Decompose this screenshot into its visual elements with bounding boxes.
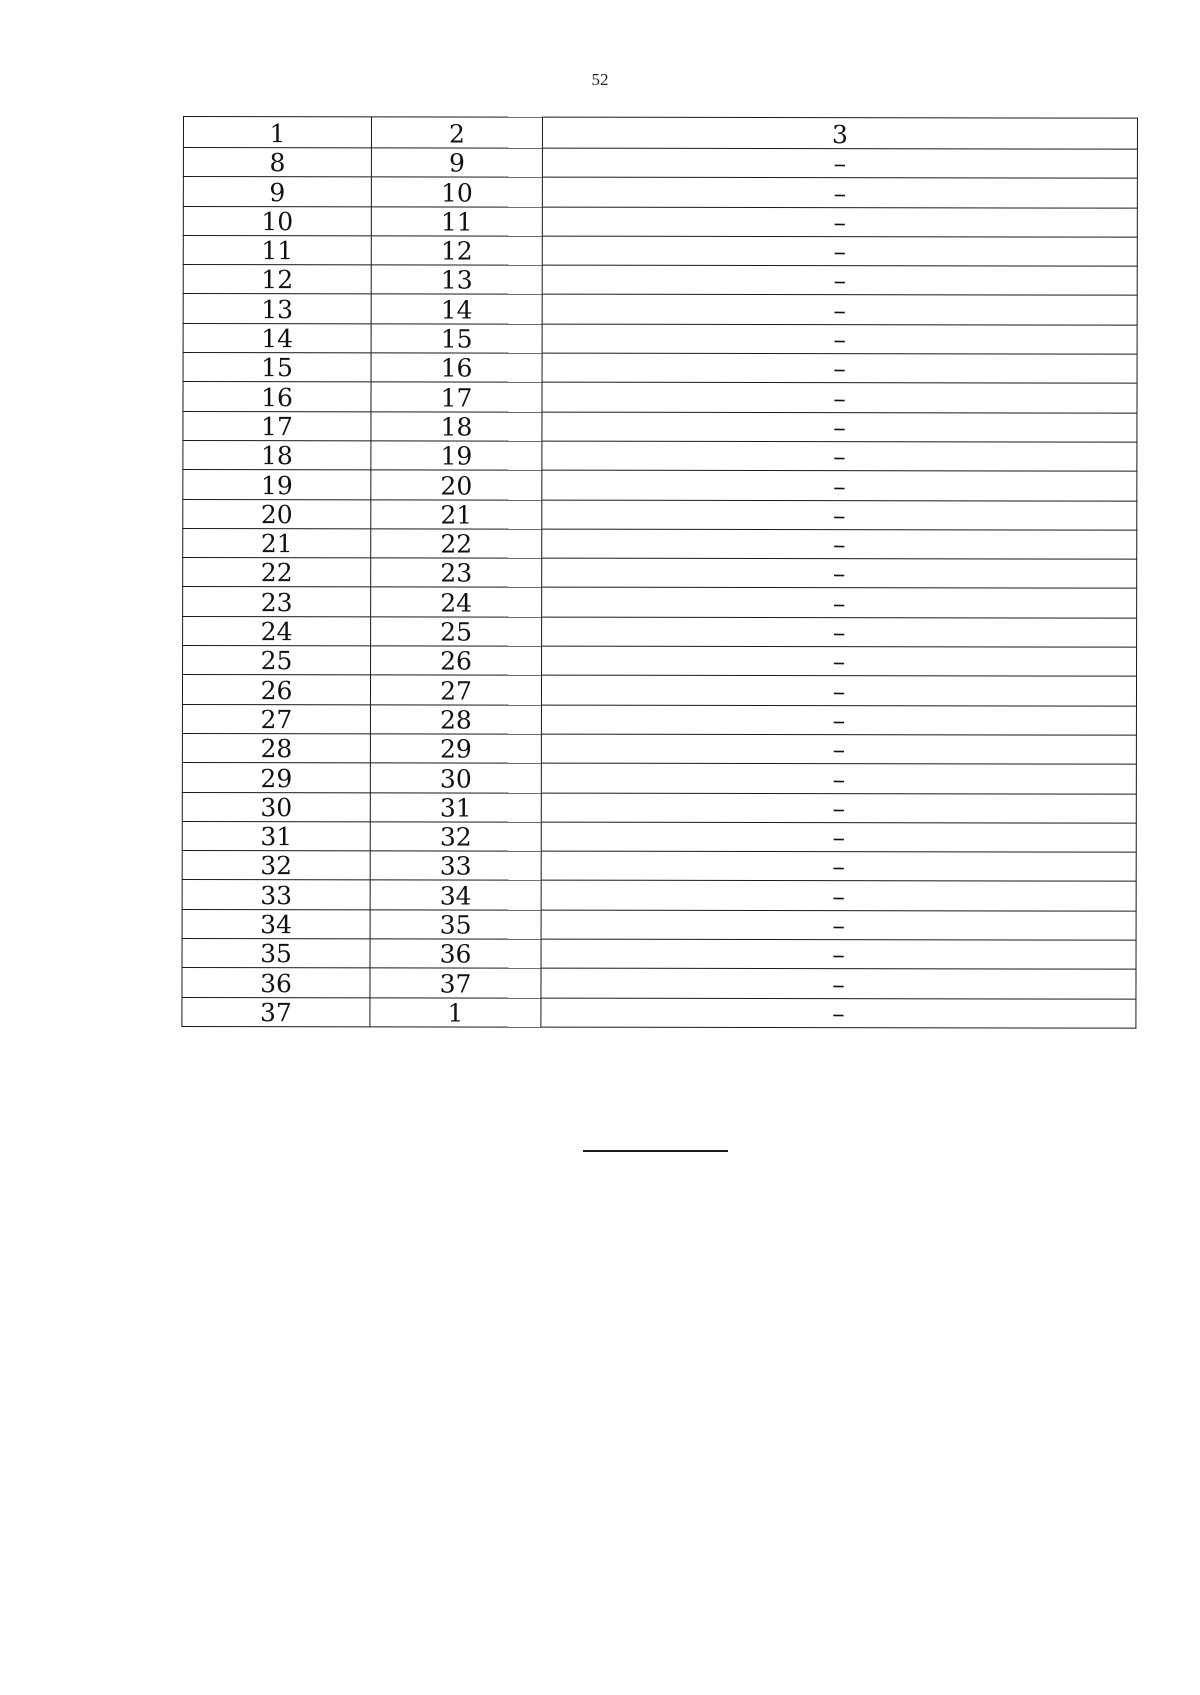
table-row [182, 880, 1136, 911]
table-cell-col-2: 26 [371, 646, 542, 676]
table-row [183, 528, 1137, 559]
table-cell-col-1: 32 [182, 851, 370, 881]
table-cell-col-3: – [541, 851, 1136, 881]
table-cell-col-2: 19 [371, 441, 542, 471]
table-cell-col-2: 16 [371, 353, 542, 383]
column-header-1: 1 [183, 117, 371, 148]
table-cell-col-3: – [541, 763, 1136, 793]
table-row [182, 733, 1136, 764]
table-cell-col-3: – [541, 705, 1136, 735]
table-row [183, 323, 1137, 354]
table-cell-col-1: 29 [182, 763, 370, 793]
table-cell-col-1: 18 [183, 440, 371, 470]
table-cell-col-3: – [542, 441, 1137, 471]
table-cell-col-2: 20 [371, 470, 542, 500]
table-cell-col-3: – [541, 910, 1136, 940]
table-cell-col-1: 23 [183, 587, 371, 617]
table-cell-col-3: – [541, 998, 1136, 1028]
table-row [183, 411, 1137, 442]
table-cell-col-1: 12 [183, 265, 371, 295]
table-cell-col-2: 35 [370, 910, 541, 940]
table-cell-col-1: 19 [183, 470, 371, 500]
table-cell-col-1: 27 [182, 704, 370, 734]
table-cell-col-1: 35 [182, 939, 370, 969]
table-row [182, 968, 1136, 999]
table-row [183, 382, 1137, 413]
table-row [183, 206, 1137, 237]
table-cell-col-3: – [541, 939, 1136, 969]
table-cell-col-2: 34 [370, 880, 541, 910]
table-cell-col-2: 21 [371, 499, 542, 529]
table-cell-col-2: 31 [370, 792, 541, 822]
column-header-3: 3 [542, 117, 1137, 149]
table-cell-col-1: 26 [182, 675, 370, 705]
table-cell-col-1: 15 [183, 353, 371, 383]
table-row [183, 294, 1137, 325]
table-cell-col-3: – [541, 675, 1136, 705]
table-row [182, 704, 1136, 735]
table-cell-col-2: 14 [371, 294, 542, 324]
table-cell-col-2: 12 [371, 236, 542, 266]
table-row [183, 440, 1137, 471]
table-cell-col-3: – [542, 470, 1137, 500]
table-cell-col-1: 22 [183, 558, 371, 588]
table-cell-col-3: – [541, 734, 1136, 764]
table-cell-col-1: 24 [183, 616, 371, 646]
table-cell-col-3: – [542, 148, 1137, 178]
table-cell-col-3: – [542, 207, 1137, 237]
table-cell-col-1: 37 [182, 997, 370, 1027]
table-cell-col-3: – [541, 822, 1136, 852]
table-cell-col-3: – [542, 265, 1137, 295]
table-row [183, 235, 1137, 266]
table-cell-col-3: – [542, 500, 1137, 530]
table-row [183, 499, 1137, 530]
table-row [183, 353, 1137, 384]
table-cell-col-2: 27 [370, 675, 541, 705]
table-cell-col-1: 20 [183, 499, 371, 529]
table-cell-col-3: – [542, 646, 1137, 676]
table-row [183, 587, 1137, 618]
table-cell-col-2: 11 [371, 206, 542, 236]
table-cell-col-1: 36 [182, 968, 370, 998]
data-table [181, 116, 1138, 1029]
table-cell-col-2: 37 [370, 968, 541, 998]
table-cell-col-1: 10 [183, 206, 371, 236]
table-cell-col-2: 18 [371, 412, 542, 442]
table-row [182, 909, 1136, 940]
table-row [182, 851, 1136, 882]
table-cell-col-3: – [542, 529, 1137, 559]
table-cell-col-3: – [541, 793, 1136, 823]
table-row [182, 821, 1136, 852]
table-cell-col-3: – [542, 236, 1137, 266]
table-cell-col-2: 15 [371, 324, 542, 354]
table-cell-col-2: 29 [370, 734, 541, 764]
table-cell-col-3: – [542, 324, 1137, 354]
table-cell-col-3: – [542, 177, 1137, 207]
table-cell-col-3: – [542, 353, 1137, 383]
table-cell-col-3: – [542, 383, 1137, 413]
table-header-row [183, 117, 1137, 150]
table-row [182, 763, 1136, 794]
table-row [183, 470, 1137, 501]
table-cell-col-2: 22 [371, 529, 542, 559]
table-cell-col-1: 9 [183, 177, 371, 207]
table-cell-col-1: 30 [182, 792, 370, 822]
table-cell-col-1: 31 [182, 821, 370, 851]
table-cell-col-1: 11 [183, 235, 371, 265]
table-cell-col-1: 21 [183, 528, 371, 558]
table-row [182, 792, 1136, 823]
table-cell-col-2: 25 [371, 617, 542, 647]
table-cell-col-1: 34 [182, 909, 370, 939]
table-cell-col-2: 23 [371, 558, 542, 588]
table-cell-col-1: 13 [183, 294, 371, 324]
table-body [182, 117, 1138, 1029]
table-row [183, 646, 1137, 677]
table-cell-col-3: – [542, 588, 1137, 618]
table-cell-col-1: 8 [183, 148, 371, 178]
table-row [183, 148, 1137, 179]
table-cell-col-1: 17 [183, 411, 371, 441]
table-cell-col-2: 10 [371, 177, 542, 207]
table-row [183, 265, 1137, 296]
table-cell-col-2: 13 [371, 265, 542, 295]
table-cell-col-2: 24 [371, 587, 542, 617]
table-cell-col-3: – [542, 295, 1137, 325]
table-row [182, 939, 1136, 970]
page-number: 52 [591, 70, 609, 89]
table-cell-col-3: – [542, 412, 1137, 442]
table-row [183, 558, 1137, 589]
table-cell-col-1: 28 [182, 733, 370, 763]
table-row [183, 616, 1137, 647]
table-cell-col-2: 9 [371, 148, 542, 178]
table-row [182, 675, 1136, 706]
table-cell-col-1: 33 [182, 880, 370, 910]
table-cell-col-1: 16 [183, 382, 371, 412]
table-row [183, 177, 1137, 208]
table-row [182, 997, 1136, 1028]
table-cell-col-3: – [542, 617, 1137, 647]
table-cell-col-2: 28 [370, 704, 541, 734]
table-cell-col-1: 14 [183, 323, 371, 353]
table-cell-col-1: 25 [183, 646, 371, 676]
table-cell-col-2: 33 [370, 851, 541, 881]
table-cell-col-2: 17 [371, 382, 542, 412]
table-cell-col-2: 1 [370, 997, 541, 1027]
table-cell-col-3: – [541, 881, 1136, 911]
table-cell-col-2: 32 [370, 822, 541, 852]
table-cell-col-2: 30 [370, 763, 541, 793]
table-cell-col-3: – [542, 558, 1137, 588]
table-cell-col-2: 36 [370, 939, 541, 969]
table-cell-col-3: – [541, 968, 1136, 998]
end-of-table-rule [583, 1150, 728, 1152]
column-header-2: 2 [371, 117, 542, 148]
